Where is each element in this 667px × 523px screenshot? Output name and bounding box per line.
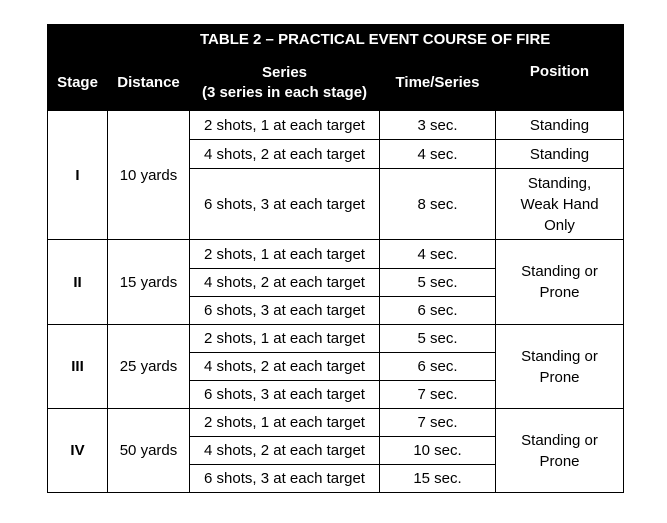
series-cell: 2 shots, 1 at each target	[190, 409, 380, 437]
position-line: Standing,	[527, 174, 592, 192]
position-cell: Standing	[496, 111, 624, 140]
table-header-row	[48, 56, 624, 111]
position-cell: Standing	[496, 140, 624, 169]
series-cell: 2 shots, 1 at each target	[190, 111, 380, 140]
header-time: Time/Series	[380, 56, 496, 111]
distance-cell: 15 yards	[108, 240, 190, 325]
series-cell: 6 shots, 3 at each target	[190, 169, 380, 240]
stage-cell: III	[48, 325, 108, 409]
stage-cell: II	[48, 240, 108, 325]
series-cell: 4 shots, 2 at each target	[190, 437, 380, 465]
series-cell: 4 shots, 2 at each target	[190, 353, 380, 381]
position-line: Standing or	[521, 347, 598, 365]
distance-cell: 25 yards	[108, 325, 190, 409]
series-cell: 6 shots, 3 at each target	[190, 297, 380, 325]
course-of-fire-table	[47, 24, 624, 493]
position-cell	[496, 325, 624, 409]
time-cell: 6 sec.	[380, 353, 496, 381]
stage-cell: IV	[48, 409, 108, 493]
time-cell: 5 sec.	[380, 325, 496, 353]
header-distance: Distance	[108, 56, 190, 111]
table-row	[48, 409, 624, 437]
position-line: Prone	[539, 284, 580, 301]
time-cell: 7 sec.	[380, 409, 496, 437]
position-cell	[496, 240, 624, 325]
time-cell: 7 sec.	[380, 381, 496, 409]
header-series-line1: Series	[261, 64, 308, 81]
position-cell	[496, 169, 624, 240]
series-cell: 2 shots, 1 at each target	[190, 325, 380, 353]
position-line: Prone	[539, 452, 580, 470]
table-title: TABLE 2 – PRACTICAL EVENT COURSE OF FIRE	[190, 25, 624, 56]
header-stage: Stage	[48, 56, 108, 111]
series-cell: 4 shots, 2 at each target	[190, 269, 380, 297]
position-line: Prone	[539, 368, 580, 386]
table-row	[48, 111, 624, 140]
series-cell: 4 shots, 2 at each target	[190, 140, 380, 169]
time-cell: 15 sec.	[380, 465, 496, 493]
header-series	[190, 56, 380, 111]
series-cell: 6 shots, 3 at each target	[190, 381, 380, 409]
series-cell: 2 shots, 1 at each target	[190, 240, 380, 269]
series-cell: 6 shots, 3 at each target	[190, 465, 380, 493]
time-cell: 4 sec.	[380, 240, 496, 269]
header-position: Position	[496, 56, 624, 111]
time-cell: 5 sec.	[380, 269, 496, 297]
time-cell: 10 sec.	[380, 437, 496, 465]
time-cell: 6 sec.	[380, 297, 496, 325]
time-cell: 8 sec.	[380, 169, 496, 240]
position-line: Only	[544, 216, 575, 234]
header-series-line2: (3 series in each stage)	[201, 84, 368, 101]
stage-cell: I	[48, 111, 108, 240]
table-row	[48, 240, 624, 269]
distance-cell: 50 yards	[108, 409, 190, 493]
position-line: Standing or	[521, 263, 598, 280]
table-title-row	[48, 25, 624, 56]
position-cell	[496, 409, 624, 493]
table-row	[48, 325, 624, 353]
time-cell: 4 sec.	[380, 140, 496, 169]
time-cell: 3 sec.	[380, 111, 496, 140]
distance-cell: 10 yards	[108, 111, 190, 240]
position-line: Standing or	[521, 431, 598, 449]
position-line: Weak Hand	[520, 195, 599, 213]
